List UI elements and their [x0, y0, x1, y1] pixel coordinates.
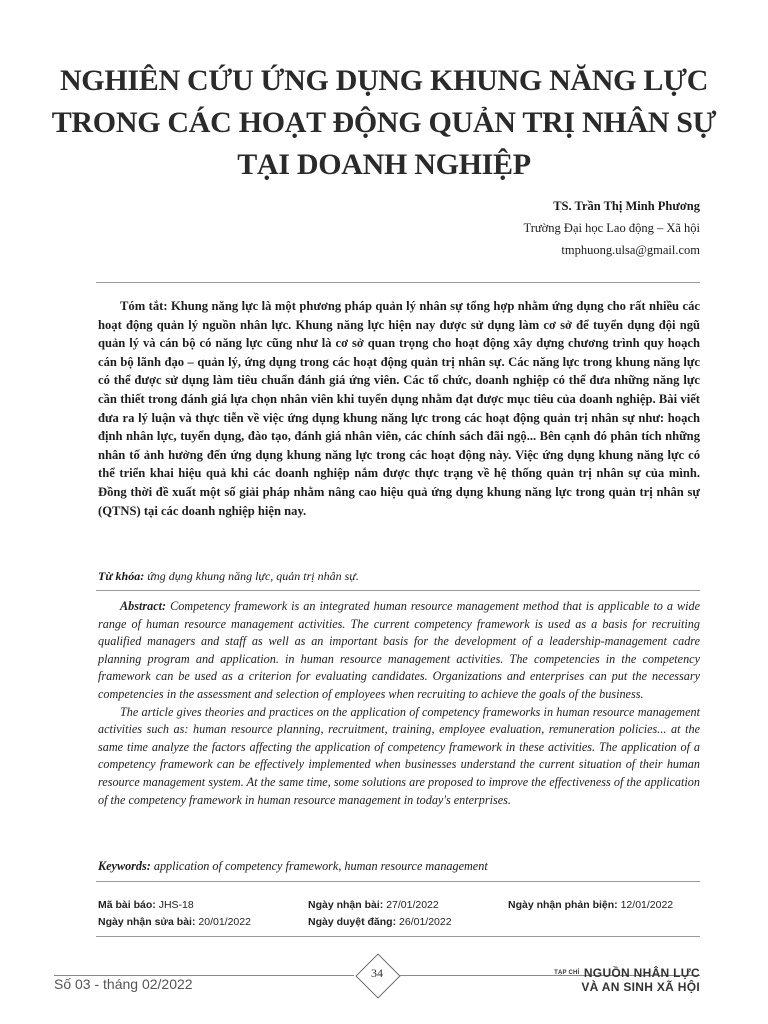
received-date: Ngày nhận bài: 27/01/2022: [308, 899, 439, 911]
journal-line-2: VÀ AN SINH XÃ HỘI: [581, 980, 700, 994]
abstract-en-paragraph-2: The article gives theories and practices on the application of competency frameworks in human resource management activities such as: human resource planning, recruitment, training, employee evaluation, remuneration policies... at the same time analyze the factors affecting the application of competency framework in these activities. The application of a competency framework can be effectively implemented when businesses understand the current situation of their human resource management system. At the same time, some solutions are proposed to improve the effectiveness of the application of the competency framework in human resource management in today's enterprises.: [98, 704, 700, 807]
title-line-3: TẠI DOANH NGHIỆP: [237, 148, 531, 181]
article-code: Mã bài báo: JHS-18: [98, 899, 194, 911]
meta-divider-bottom: [96, 936, 700, 937]
page-number: 34: [371, 966, 383, 980]
abstract-en-p1-text: Competency framework is an integrated human resource management method that is applicable to a wide range of human resource management activities. The current competency framework is used as a basis for recruiting qualified managers and staff as well as an important basis for the development of a leadership-management cadre planning program and application. in human resource management activities. The competencies in the competency framework can be used as a criterion for evaluating candidates. Organizations and enterprises can put the necessary competencies in the assessment and selection of employees when recruiting to achieve the goals of the business.: [98, 599, 701, 701]
author-name: TS. Trần Thị Minh Phương: [553, 199, 700, 213]
title-line-2: TRONG CÁC HOẠT ĐỘNG QUẢN TRỊ NHÂN SỰ: [51, 106, 717, 139]
journal-line-1: NGUỒN NHÂN LỰC: [583, 966, 700, 980]
abstract-vietnamese: Tóm tắt: Khung năng lực là một phương pháp quản lý nhân sự tổng hợp nhằm ứng dụng cho rất nhiều các hoạt động quản lý nguồn nhân lực. Khung năng lực hiện nay được sử dụng làm cơ sở để tuyển dụng đội ngũ quản lý và cán bộ có năng lực cũng như là cơ sở quan trọng cho hoạt động xây dựng chương trình quy hoạch cán bộ lãnh đạo – quản lý, ứng dụng trong các hoạt động quản trị nhân sự. Các năng lực trong khung năng lực có thể được sử dụng làm tiêu chuẩn đánh giá ứng viên. Các tổ chức, doanh nghiệp có thể đưa những năng lực cần thiết trong đánh giá lựa chọn nhân viên khi tuyển dụng nhằm đạt được mục tiêu của doanh nghiệp. Bài viết đưa ra lý luận và thực tiễn về việc ứng dụng khung năng lực trong các hoạt động quản trị nhân sự như: hoạch định nhân lực, tuyển dụng, đào tạo, đánh giá nhân viên, các chính sách đãi ngộ... Bên cạnh đó phân tích những nhân tố ảnh hưởng đến ứng dụng khung năng lực trong các hoạt động này. Việc ứng dụng khung năng lực có thể triển khai hiệu quả khi các doanh nghiệp nắm được thực trạng về hệ thống quản trị nhân sự của mình. Đồng thời đề xuất một số giải pháp nhằm nâng cao hiệu quả ứng dụng khung năng lực trong quản trị nhân sự (QTNS) tại các doanh nghiệp hiện nay.: [98, 299, 700, 518]
article-title: [40, 60, 728, 186]
keywords-vietnamese: [98, 568, 700, 584]
title-line-1: NGHIÊN CỨU ỨNG DỤNG KHUNG NĂNG LỰC: [59, 64, 709, 97]
top-divider: [96, 282, 700, 283]
meta-divider-top: [96, 881, 700, 882]
author-email: tmphuong.ulsa@gmail.com: [561, 243, 700, 257]
abstract-en-paragraph-1: [98, 598, 700, 704]
meta-row-2: [98, 914, 700, 931]
abstract-en-label: Abstract:: [120, 599, 167, 613]
article-metadata: [98, 897, 700, 931]
journal-name: [554, 966, 700, 994]
middle-divider: [96, 590, 700, 591]
keywords-vn-label: Từ khóa:: [98, 569, 145, 583]
keywords-vn-text: ứng dụng khung năng lực, quản trị nhân sự.: [147, 569, 359, 583]
reviewed-date: Ngày nhận phản biện: 12/01/2022: [508, 899, 674, 911]
abstract-english: [98, 598, 700, 809]
author-block: [524, 195, 700, 261]
keywords-en-label: Keywords:: [98, 859, 151, 873]
revised-date: Ngày nhận sửa bài: 20/01/2022: [98, 916, 251, 928]
keywords-en-text: application of competency framework, human resource management: [153, 859, 488, 873]
meta-row-1: [98, 897, 700, 914]
issue-label: Số 03 - tháng 02/2022: [54, 976, 193, 992]
keywords-english: [98, 858, 700, 874]
journal-prefix: TẠP CHÍ: [554, 970, 580, 976]
accepted-date: Ngày duyệt đăng: 26/01/2022: [308, 916, 452, 928]
author-affiliation: Trường Đại học Lao động – Xã hội: [523, 221, 700, 235]
